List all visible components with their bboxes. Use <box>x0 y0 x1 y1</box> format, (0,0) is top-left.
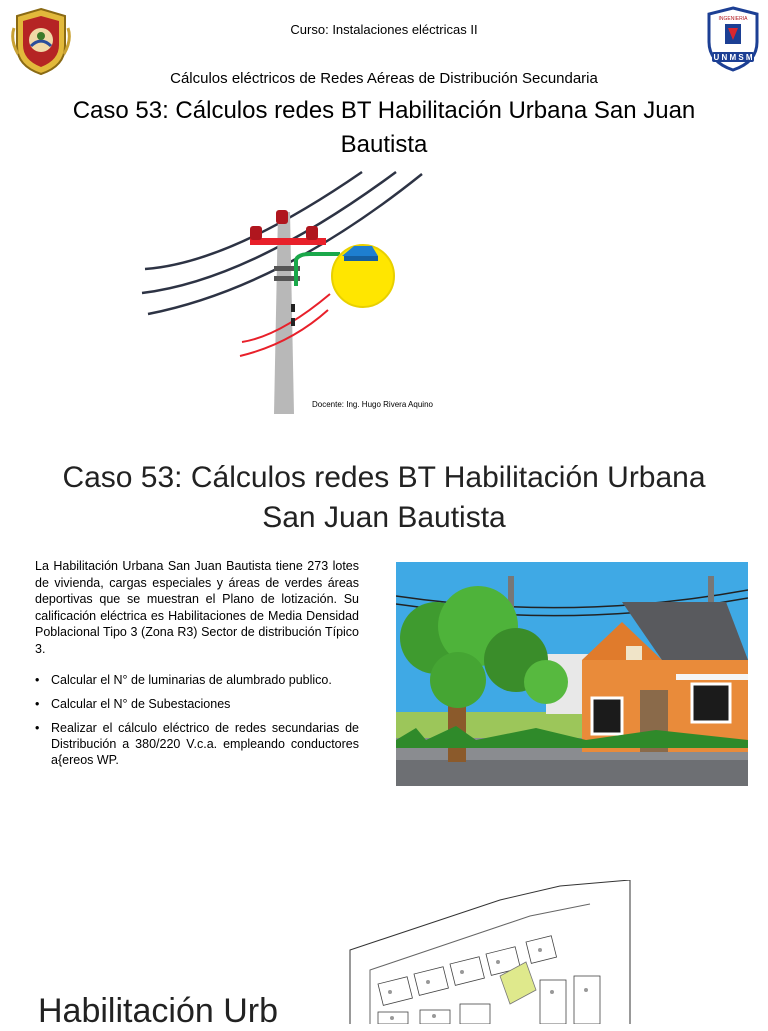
slide-title: Caso 53: Cálculos redes BT Habilitación Urbana San Juan Bautista <box>72 97 696 158</box>
street-lamp-icon <box>326 238 398 310</box>
list-item: • Calcular el N° de Subestaciones <box>35 696 359 712</box>
slide-3 <box>0 820 768 1030</box>
docente-label: Docente: Ing. Hugo Rivera Aquino <box>312 400 433 409</box>
lotization-plan-icon <box>330 880 654 1024</box>
description-paragraph: La Habilitación Urbana San Juan Bautista tiene 273 lotes de vivienda, cargas especiales y áreas de verdes áreas deportivas que se muestran el Plano de lotización. Su calificación eléctrica es Habilitaciones de Media Densidad Poblacional Tipo 3 (Zona R3) Sector de distribución Típico 3. <box>35 559 359 656</box>
task-list <box>35 672 359 776</box>
university-crest-left-icon <box>10 6 72 76</box>
faculty-seal-right-icon <box>706 6 760 72</box>
slide-title: Caso 53: Cálculos redes BT Habilitación Urbana San Juan Bautista <box>62 461 706 534</box>
house-street-illustration-icon <box>396 562 748 786</box>
slide-2 <box>0 440 768 800</box>
list-item: • Realizar el cálculo eléctrico de redes secundarias de Distribución a 380/220 V.c.a. empleando conductores a{ereos WP. <box>35 720 359 768</box>
slide-title: Habilitación Urb <box>38 992 278 1030</box>
svg-text:INGENIERIA: INGENIERIA <box>718 16 748 22</box>
slide-subtitle: Cálculos eléctricos de Redes Aéreas de Distribución Secundaria <box>170 70 598 87</box>
seal-text: U N M S M <box>713 53 753 62</box>
course-label: Curso: Instalaciones eléctricas II <box>290 22 478 37</box>
slide-1 <box>0 0 768 420</box>
list-item: • Calcular el N° de luminarias de alumbrado publico. <box>35 672 359 688</box>
